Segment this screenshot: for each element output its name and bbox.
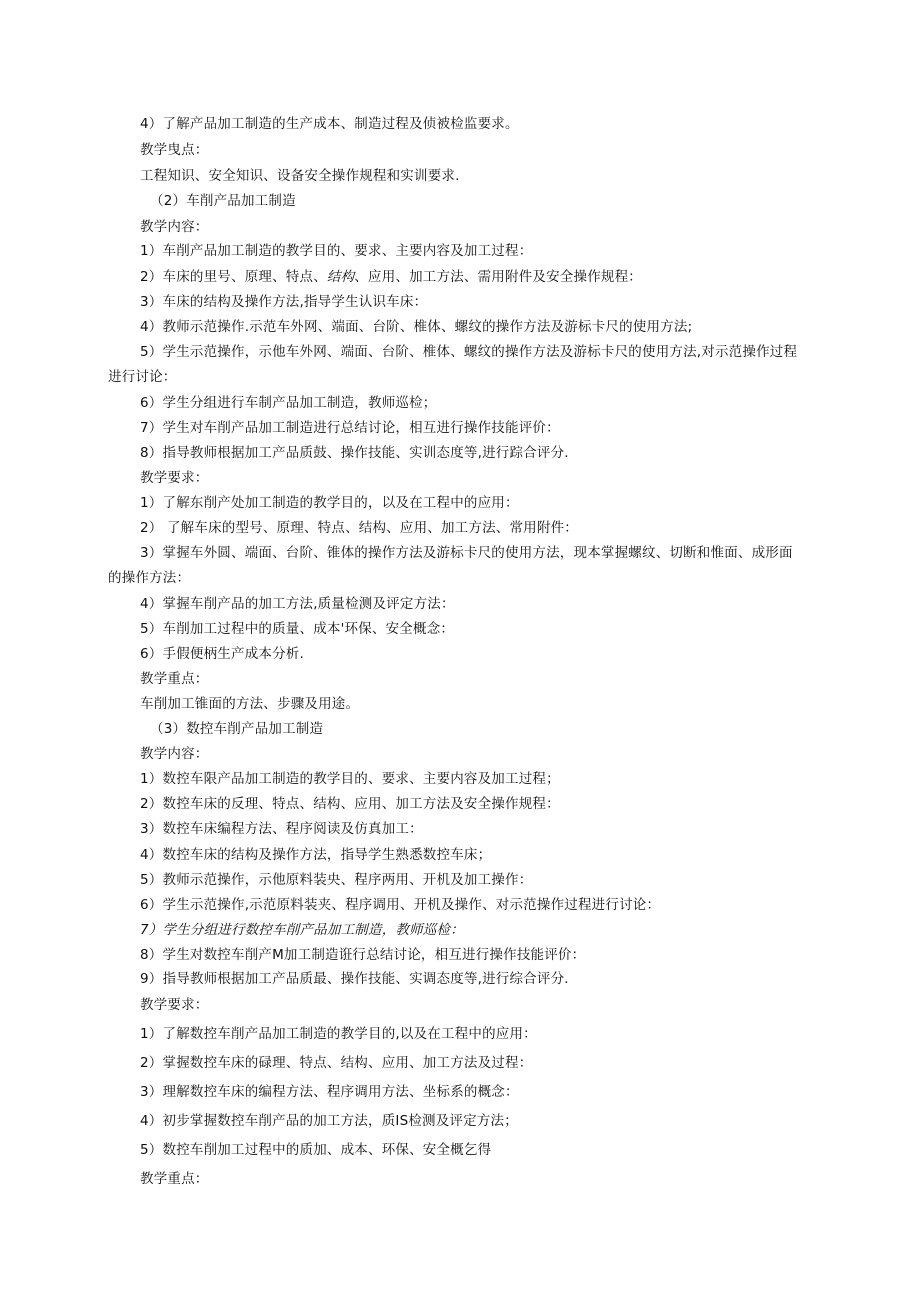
text-line: 7）学生对车削产品加工制造进行总结讨论，相互进行操作技能评价：: [140, 420, 560, 436]
text-line: 9）指导教师根据加工产品质最、操作技能、实调态度等,进行综合评分.: [140, 971, 569, 987]
text-line: 5）教师示范操作，示他原料装央、程序两用、开机及加工操作：: [140, 872, 533, 888]
text-line: 3）数控车床编程方法、程序阅读及仿真加工：: [140, 821, 423, 837]
text-line: 3）理解数控车床的编程方法、程序调用方法、坐标系的概念：: [140, 1084, 519, 1100]
text-line: 4）了解产品加工制造的生产成本、制造过程及侦被检监要求。: [140, 116, 519, 132]
text-line: 5）学生示范操作，示他车外网、端面、台阶、椎体、螺纹的操作方法及游标卡尺的使用方法,对示范操作过程: [140, 344, 798, 360]
text-line: 工程知识、安全知识、设备安全操作规程和实训要求.: [140, 168, 460, 184]
text-line: 的操作方法：: [108, 570, 191, 586]
text-line: 6）学生分组进行车制产品加工制造，教师巡检；: [140, 395, 437, 411]
text-line: 8）指导教师根据加工产品质鼓、操作技能、实训态度等,进行踪合评分.: [140, 445, 569, 461]
text-line: 教学重点：: [140, 1171, 209, 1187]
text-line: 教学要求：: [140, 470, 209, 486]
section-heading: （3）数控车削产品加工制造: [150, 721, 324, 737]
text-line: 8）学生对数控车削产M加工制造诳行总结讨论，相互进行操作技能评价：: [140, 947, 586, 963]
text-line: 车削加工锥面的方法、步骤及用途。: [140, 696, 360, 712]
text-run: 2）车床的里号、原理、特点、: [140, 269, 327, 285]
text-line: 5）数控车削加工过程中的质加、成本、环保、安全概乞得: [140, 1142, 492, 1158]
text-line: 2）数控车床的反理、特点、结构、应用、加工方法及安全操作规程：: [140, 796, 560, 812]
text-line: 6）学生示范操作,示范原料装夹、程序调用、开机及操作、对示范操作过程进行讨论：: [140, 897, 661, 913]
text-line: 4）数控车床的结构及操作方法，指导学生熟悉数控车床；: [140, 847, 492, 863]
text-line: 6）手假便柄生产成本分析.: [140, 646, 304, 662]
text-line: 3）车床的结构及操作方法,指导学生认识车床：: [140, 294, 428, 310]
text-line: 4）掌握车削产品的加工方法,质量检测及评定方法：: [140, 596, 455, 612]
text-line: 教学内容：: [140, 219, 209, 235]
text-line: 4）初步掌握数控车削产品的加工方法，质IS检测及评定方法；: [140, 1113, 518, 1129]
text-line: 1）了解数控车削产品加工制造的教学目的,以及在工程中的应用：: [140, 1026, 537, 1042]
section-heading: （2）车削产品加工制造: [150, 193, 296, 209]
text-line: 教学内容：: [140, 746, 209, 762]
text-line: 1）了解东削产处加工制造的教学目的，以及在工程中的应用：: [140, 495, 519, 511]
text-line: 进行讨论：: [108, 369, 177, 385]
text-line: 教学要求：: [140, 997, 209, 1013]
text-line: 4）教师示范操作.示范车外网、端面、台阶、椎体、螺纹的操作方法及游标卡尺的使用方法;: [140, 319, 693, 335]
text-line: 1）车削产品加工制造的教学目的、要求、主要内容及加工过程：: [140, 243, 533, 259]
text-line: 2）掌握数控车床的碌理、特点、结构、应用、加工方法及过程：: [140, 1055, 533, 1071]
text-line: 3）掌握车外圆、端面、台阶、锥体的操作方法及游标卡尺的使用方法，现本掌握螺纹、切断和惟面、成形面: [140, 545, 793, 561]
text-run: 、应用、加工方法、需用附件及安全操作规程：: [354, 269, 642, 285]
text-line: 5）车削加工过程中的质量、成本'环保、安全概念：: [140, 621, 455, 637]
text-run-italic: 结构: [326, 269, 355, 285]
text-line: [140, 267, 642, 287]
text-line: 1）数控车限产品加工制造的教学目的、要求、主要内容及加工过程；: [140, 771, 560, 787]
text-line: 7）学生分组进行数控车削产品加工制造，教师巡检：: [140, 922, 464, 938]
text-line: 教学曳点：: [140, 142, 209, 158]
text-line: 教学重点：: [140, 671, 209, 687]
text-line: 2） 了解车床的型号、原理、特点、结构、应用、加工方法、常用附件：: [140, 520, 578, 536]
